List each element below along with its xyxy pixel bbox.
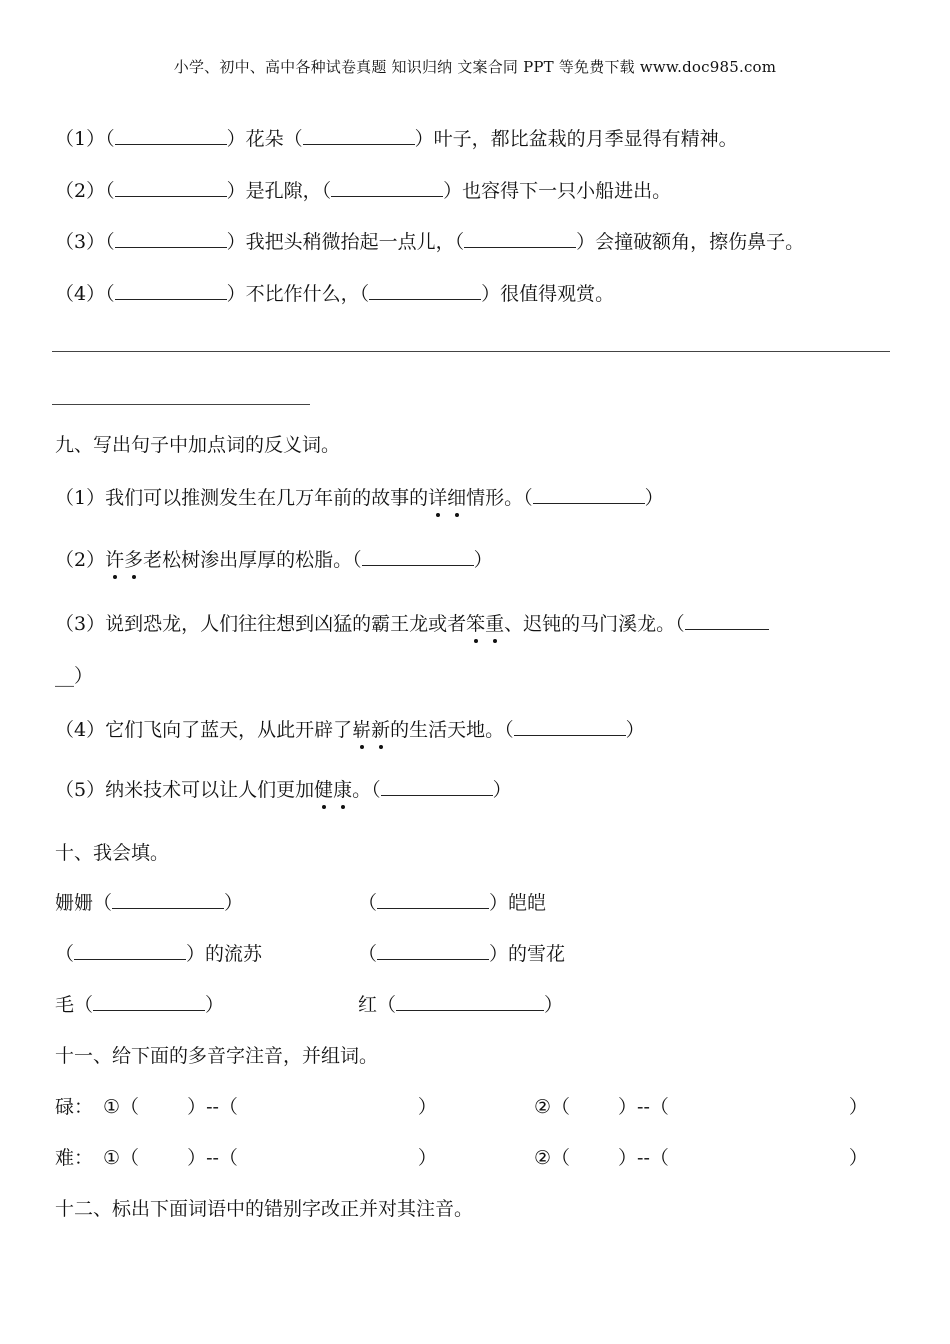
word-blank[interactable] [669,1095,849,1113]
answer-blank[interactable] [381,777,493,796]
answer-blank[interactable] [303,126,415,145]
page-header: 小学、初中、高中各种试卷真题 知识归纳 文案合同 PPT 等免费下载 www.doc985.com [173,58,777,76]
answer-blank[interactable] [514,717,626,736]
fill-sentence-2: （2）（ ）是孔隙，（ ）也容得下一只小船进出。 [55,180,672,202]
section-11-row-1-right: ②（ ）--（ ） [534,1096,868,1118]
word-blank[interactable] [238,1146,418,1164]
section-9-item-4: （4）它们飞向了蓝天，从此开辟了崭新的生活天地。（ ） [55,719,645,741]
answer-blank[interactable] [396,992,544,1011]
fill-sentence-1: （1）（ ）花朵（ ）叶子，都比盆栽的月季显得有精神。 [55,128,738,150]
section-12-title: 十二、标出下面词语中的错别字改正并对其注音。 [55,1198,474,1220]
section-11-row-1-left: 碌： ①（ ）--（ ） [55,1096,437,1118]
answer-blank[interactable] [533,485,645,504]
section-10-left-1: 姗姗（ ） [55,892,244,914]
section-10-right-1: （ ）皑皑 [358,892,547,914]
writing-line[interactable] [52,351,890,352]
answer-blank[interactable] [115,126,227,145]
section-9-item-5: （5）纳米技术可以让人们更加健康。（ ） [55,779,512,801]
answer-blank[interactable] [331,178,443,197]
answer-blank[interactable] [115,229,227,248]
section-9-item-1: （1）我们可以推测发生在几万年前的故事的详细情形。（ ） [55,487,664,509]
answer-blank[interactable] [112,890,224,909]
pinyin-blank[interactable] [139,1146,187,1164]
section-10-left-3: 毛（ ） [55,994,225,1016]
answer-blank[interactable] [369,281,481,300]
section-10-right-3: 红（ ） [358,994,564,1016]
section-10-left-2: （ ）的流苏 [55,943,263,965]
answer-blank[interactable] [115,281,227,300]
section-9-item-3-continued: __） [55,665,94,687]
fill-sentence-4: （4）（ ）不比作什么，（ ）很值得观赏。 [55,283,615,305]
fill-sentence-3: （3）（ ）我把头稍微抬起一点儿，（ ）会撞破额角，擦伤鼻子。 [55,231,805,253]
section-9-item-3: （3）说到恐龙，人们往往想到凶猛的霸王龙或者笨重、迟钝的马门溪龙。（ [55,611,769,637]
answer-blank[interactable] [362,547,474,566]
answer-blank[interactable] [377,890,489,909]
answer-blank[interactable] [93,992,205,1011]
pinyin-blank[interactable] [570,1095,618,1113]
answer-blank[interactable] [464,229,576,248]
section-11-title: 十一、给下面的多音字注音，并组词。 [55,1045,379,1067]
section-10-right-2: （ ）的雪花 [358,943,566,965]
word-blank[interactable] [238,1095,418,1113]
pinyin-blank[interactable] [570,1146,618,1164]
section-10-title: 十、我会填。 [55,842,170,864]
writing-line[interactable] [52,404,310,405]
answer-blank[interactable] [685,611,769,630]
answer-blank[interactable] [377,941,489,960]
word-blank[interactable] [669,1146,849,1164]
section-11-row-2-left: 难： ①（ ）--（ ） [55,1147,437,1169]
answer-blank[interactable] [115,178,227,197]
section-11-row-2-right: ②（ ）--（ ） [534,1147,868,1169]
pinyin-blank[interactable] [139,1095,187,1113]
section-9-title: 九、写出句子中加点词的反义词。 [55,434,341,456]
section-9-item-2: （2）许多老松树渗出厚厚的松脂。（ ） [55,549,493,571]
answer-blank[interactable] [74,941,186,960]
